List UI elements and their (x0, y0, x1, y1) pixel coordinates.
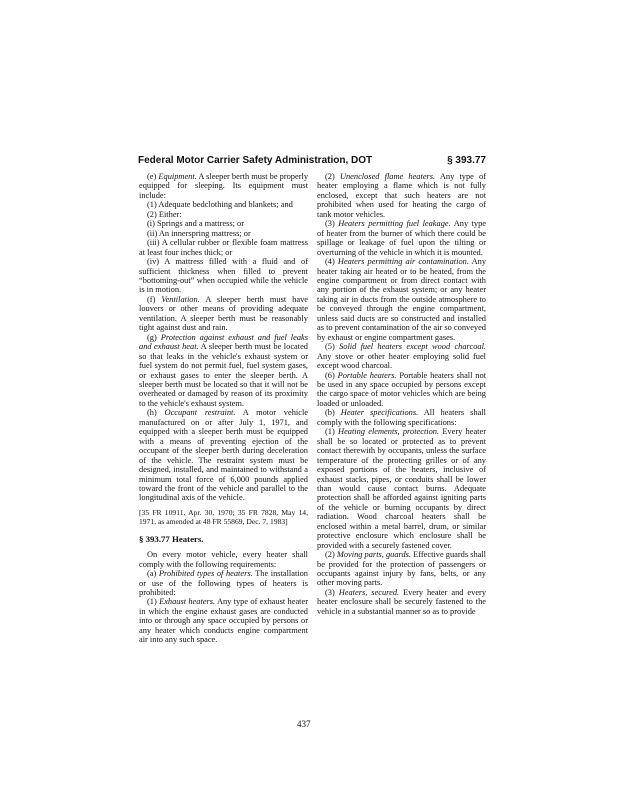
paragraph-text: Any type of heater employing a flame which is not fully enclosed, except that such heaters are not prohibited when used for heating the cargo of tank motor vehicles. (317, 172, 486, 219)
heaters-paragraphs (139, 550, 308, 645)
paragraph-text: On every motor vehicle, every heater shall comply with the following requirements: (139, 550, 308, 569)
paragraph-italic: Portable heaters. (337, 370, 397, 380)
paragraph-lead: (3) (325, 219, 339, 229)
paragraph-text: All heaters shall comply with the following specifications: (317, 408, 487, 427)
paragraph-text: Every heater and every heater enclosure shall be securely fastened to the vehicle in a substantial manner so as to provide (317, 587, 487, 616)
paragraph-lead: (3) (325, 587, 339, 597)
paragraph-text: Every heater shall be so located or protected as to prevent contact therewith by occupants, unless the surface temperature of the protecting grilles or of any exposed portions of the heaters, inclusive of exhaust stacks, pipes, or conduits shall be lower than would cause contact burns. Adequate protection shall be afforded against igniting parts of the vehicle or burning occupants by direct radiation. Wood charcoal heaters shall be enclosed within a metal barrel, drum, or similar protective enclosure which enclosure shall be provided with a securely fastened cover. (317, 427, 487, 550)
paragraph-lead: (2) (325, 172, 340, 181)
paragraph-text: Any heater taking air heated or to be heated, from the engine compartment or from direct contact with any portion of the exhaust system; or any heater taking air in ducts from the outside atmosphere to be conveyed through the engine compartment, unless said ducts are so constructed and installed as to prevent contamination of the air so conveyed by exhaust or engine compartment gases. (317, 257, 487, 342)
paragraph (317, 371, 486, 409)
heaters-paragraphs-continued (317, 172, 486, 616)
paragraph-italic: Heater specifications. (340, 408, 419, 418)
paragraph-lead: (a) (147, 569, 159, 579)
paragraph-lead: (1) (147, 597, 160, 607)
right-column (317, 172, 486, 616)
sleeper-berth-paragraphs (139, 172, 308, 503)
paragraph-text: A mattress filled with a fluid and of sufficient thickness when filled to prevent “bottoming-out” when occupied while the vehicle is in motion. (139, 257, 308, 295)
paragraph (139, 550, 308, 569)
paragraph-italic: Solid fuel heaters except wood charcoal. (339, 342, 487, 352)
paragraph (317, 172, 486, 219)
paragraph-text: Portable heaters shall not be used in any space occupied by persons except the cargo space of motor vehicles which are being loaded or unloaded. (317, 370, 487, 408)
paragraph-lead: (f) (147, 294, 162, 304)
paragraph-italic: Heaters permitting fuel leakage. (338, 219, 451, 229)
paragraph-italic: Occupant restraint. (164, 408, 236, 418)
left-column (139, 172, 308, 645)
paragraph-lead: (4) (325, 257, 338, 267)
paragraph-lead: (ii) (147, 228, 159, 238)
paragraph-text: Effective guards shall be provided for the protection of passengers or occupants against injury by fans, belts, or any other moving parts. (317, 550, 487, 588)
paragraph (139, 172, 308, 200)
paragraph-lead: (b) (325, 408, 341, 418)
paragraph (317, 408, 486, 427)
section-number: § 393.77 (447, 155, 486, 166)
paragraph-italic: Exhaust heaters. (159, 597, 216, 607)
paragraph (317, 588, 486, 616)
paragraph-italic: Heaters, secured. (338, 587, 400, 597)
paragraph (317, 427, 486, 550)
paragraph (317, 257, 486, 342)
paragraph-lead: (1) (147, 200, 159, 210)
paragraph-lead: (iv) (147, 257, 165, 267)
paragraph-lead: (iii) (147, 238, 162, 248)
paragraph-lead: (e) (147, 172, 159, 181)
paragraph-text: Springs and a mattress; or (157, 219, 244, 229)
paragraph (139, 238, 308, 257)
paragraph-italic: Moving parts, guards. (336, 550, 412, 560)
paragraph-text: A sleeper berth must be located so that leaks in the vehicle's exhaust system or fuel system do not permit fuel, fuel system gases, or exhaust gases to enter the sleeper berth. A sleeper berth must be located so that it will not be overheated or damaged by reason of its proximity to the vehicle's exhaust system. (139, 342, 308, 408)
paragraph-lead: (i) (147, 219, 157, 229)
paragraph (317, 550, 486, 588)
paragraph-italic: Ventilation. (161, 294, 200, 304)
paragraph-text: A sleeper berth must have louvers or other means of providing adequate ventilation. A sleeper berth must be reasonably tight against dust and rain. (139, 294, 308, 333)
paragraph-text: Any type of exhaust heater in which the engine exhaust gases are conducted into or through any space occupied by persons or any heater which conducts engine compartment air into any such space. (139, 597, 308, 645)
paragraph-lead: (1) (325, 427, 339, 437)
paragraph-lead: (2) (325, 550, 337, 560)
section-heading: § 393.77 Heaters. (139, 533, 204, 544)
paragraph-text: The installation or use of the following types of heaters is prohibited: (139, 569, 308, 598)
paragraph (139, 210, 308, 219)
paragraph-text: A motor vehicle manufactured on or after July 1, 1971, and equipped with a sleeper berth must be equipped with a means of preventing ejection of the occupant of the sleeper berth during deceleration of the vehicle. The restraint system must be designed, installed, and maintained to withstand a minimum total force of 6,000 pounds applied toward the front of the vehicle and parallel to the longitudinal axis of the vehicle. (139, 408, 308, 503)
paragraph (139, 229, 308, 238)
page-number: 437 (297, 719, 311, 729)
agency-title: Federal Motor Carrier Safety Administration, DOT (138, 155, 373, 166)
running-header (138, 155, 486, 169)
paragraph-lead: (5) (325, 342, 340, 352)
paragraph-lead: (h) (147, 408, 165, 418)
paragraph-italic: Prohibited types of heaters. (158, 569, 253, 579)
paragraph-italic: Protection against exhaust and fuel leaks and exhaust heat. (139, 332, 308, 352)
paragraph (139, 200, 308, 209)
paragraph (139, 333, 308, 409)
paragraph (139, 408, 308, 503)
paragraph-text: An innerspring mattress; or (158, 228, 251, 238)
paragraph-text: Any stove or other heater employing solid fuel except wood charcoal. (317, 351, 486, 371)
paragraph (139, 219, 308, 228)
paragraph-text: Any type of heater from the burner of which there could be spillage or leakage of fuel upon the tilting or overturning of the vehicle in which it is mounted. (317, 219, 487, 257)
paragraph-text: A sleeper berth must be properly equipped for sleeping. Its equipment must include: (139, 172, 309, 200)
paragraph (139, 257, 308, 295)
paragraph-italic: Unenclosed flame heaters. (339, 172, 436, 181)
citation: [35 FR 10911, Apr. 30, 1970; 35 FR 7828, May 14, 1971, as amended at 48 FR 55869, Dec. 7, 1983] (139, 507, 308, 527)
paragraph (317, 219, 486, 257)
paragraph-text: Either: (158, 209, 182, 219)
paragraph-italic: Equipment. (158, 172, 197, 181)
paragraph (139, 569, 308, 597)
paragraph-lead: (6) (325, 370, 338, 380)
paragraph-italic: Heating elements, protection. (338, 427, 440, 437)
paragraph-text: Adequate bedclothing and blankets; and (158, 200, 293, 210)
paragraph (139, 597, 308, 644)
paragraph-lead: (2) (147, 209, 159, 219)
paragraph (317, 342, 486, 370)
paragraph-italic: Heaters permitting air contamination. (337, 257, 469, 267)
paragraph (139, 295, 308, 333)
paragraph-text: A cellular rubber or flexible foam mattress at least four inches thick; or (139, 238, 308, 257)
paragraph-lead: (g) (147, 332, 161, 342)
